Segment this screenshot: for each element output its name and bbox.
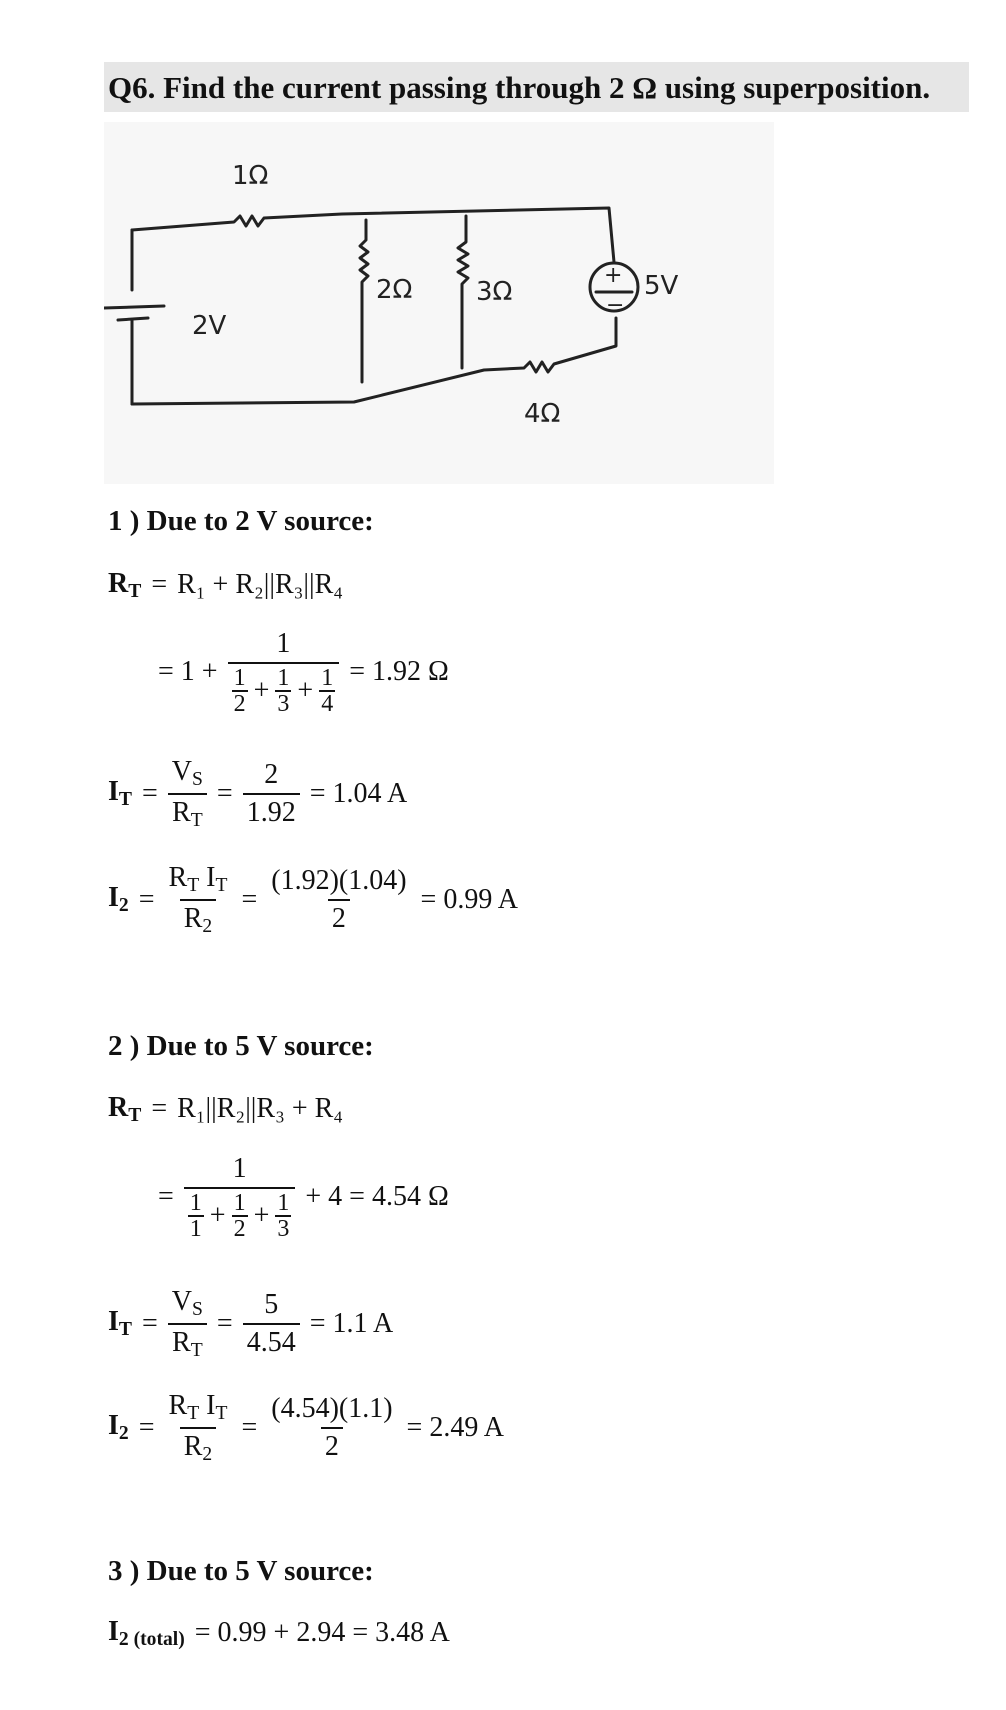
part1-i2: $I_2$ = $\frac{R_T I_T}{R_2}$ = $\frac{(1.92)(1.04)}{2}$ = 0.99 A [108, 862, 519, 937]
part2-heading: 2 ) Due to 5 V source: [108, 1030, 374, 1062]
label-v2: 5V [644, 271, 679, 301]
part1-rt-calc: = 1 + 1 1 2 + $\frac{1}{3}$ + $\frac{1}{4}$ = 1.92 Ω [158, 628, 449, 717]
rt-symbol: $R_T$ [108, 568, 142, 602]
part3-total: $I_{2 (total)}$ = 0.99 + 2.94 = 3.48 A [108, 1616, 450, 1650]
part1-heading: 1 ) Due to 2 V source: [108, 505, 374, 537]
label-r1: 1Ω [232, 161, 269, 191]
label-r4: 4Ω [524, 399, 561, 429]
question-title: Q6. Find the current passing through 2 Ω using superposition. [108, 70, 931, 105]
label-r2: 2Ω [376, 275, 413, 305]
source-plus: + [604, 263, 623, 288]
part2-i2: $I_2$ = $\frac{R_T I_T}{R_2}$ = $\frac{(4.54)(1.1)}{2}$ = 2.49 A [108, 1390, 505, 1465]
label-r3: 3Ω [476, 277, 513, 307]
rt-main-fraction: 1 1 2 + $\frac{1}{3}$ + $\frac{1}{4}$ [228, 628, 340, 716]
part2-rt-formula: $R_T$ = R₁||R₂||R₃ + R₄ [108, 1092, 344, 1126]
label-v1: 2V [192, 311, 227, 341]
circuit-diagram [104, 122, 774, 484]
part1-rt-formula: $R_T$ = R₁ + R₂||R₃||R₄ [108, 568, 344, 602]
part1-it: $I_T$ = $\frac{V_S}{R_T}$ = $\frac{2}{1.92}$ = 1.04 A [108, 756, 408, 831]
part2-rt-calc: = 1 1 1 + $\frac{1}{2}$ + $\frac{1}{3}$ + 4 = 4.54 Ω [158, 1153, 449, 1242]
part2-it: $I_T$ = $\frac{V_S}{R_T}$ = $\frac{5}{4.54}$ = 1.1 A [108, 1286, 394, 1361]
battery-2v-long-plate [104, 306, 164, 308]
part3-heading: 3 ) Due to 5 V source: [108, 1555, 374, 1587]
source-minus: − [606, 293, 625, 318]
